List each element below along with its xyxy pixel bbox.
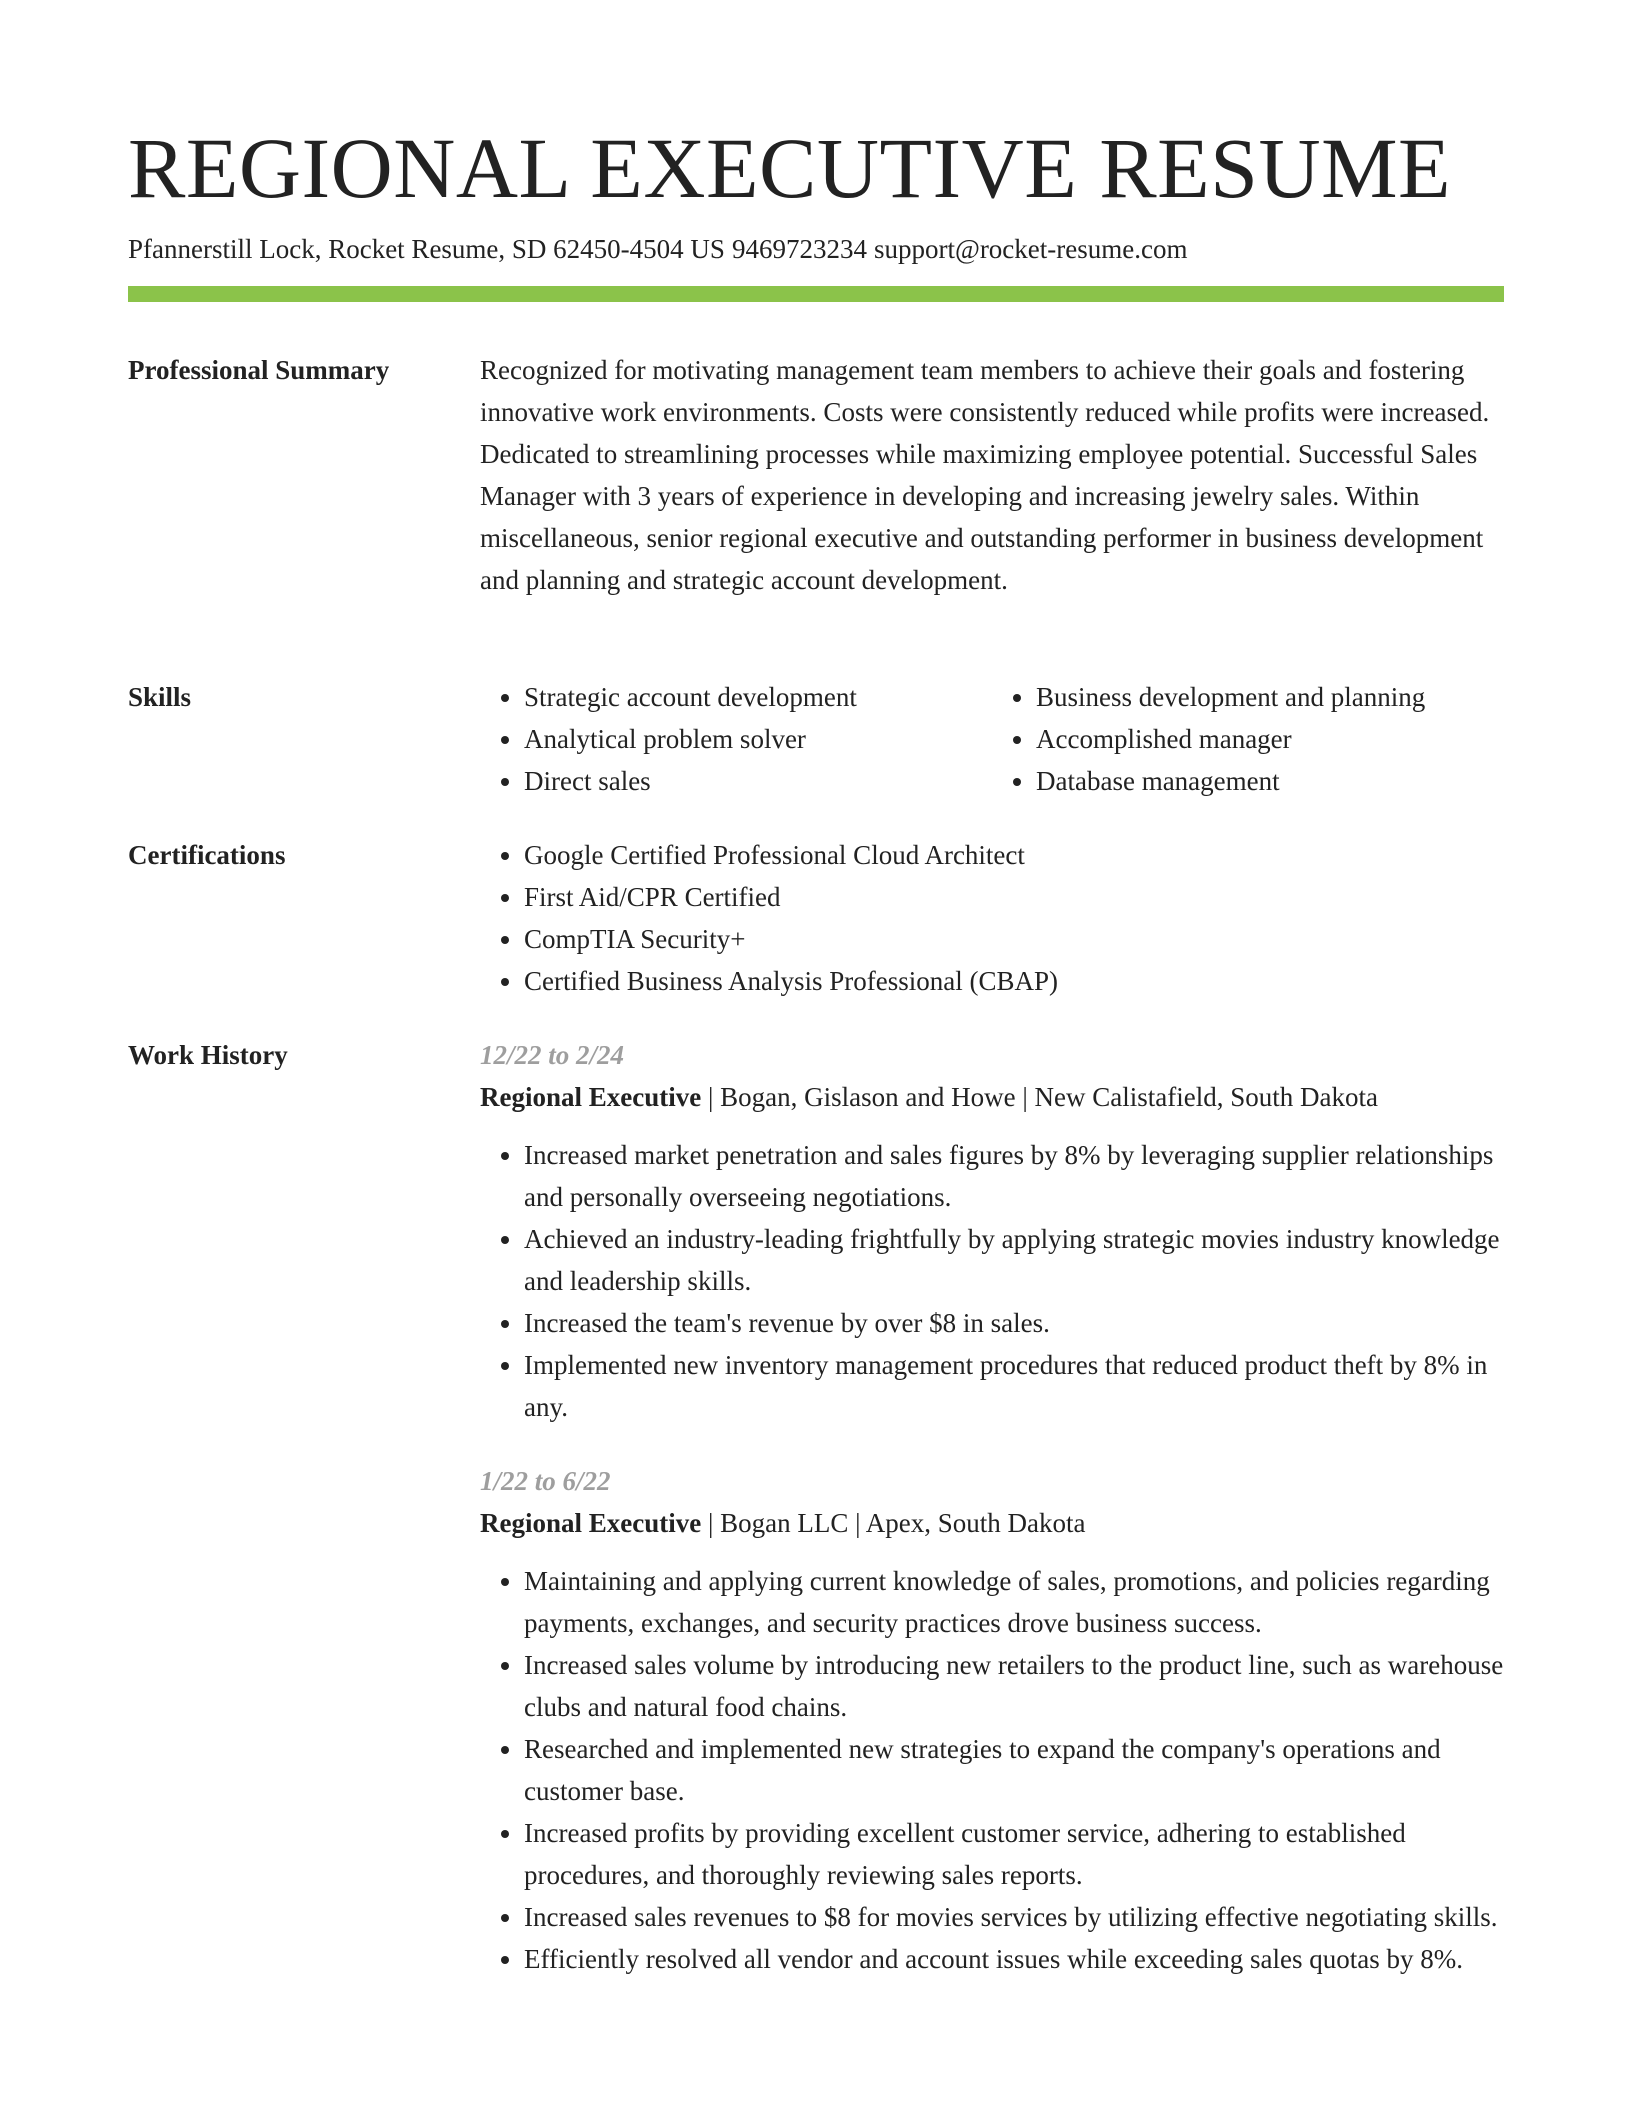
job-bullet: • Implemented new inventory management procedures that reduced product theft by 8% in any. (524, 1344, 1504, 1428)
certification-item: • Google Certified Professional Cloud Architect (524, 834, 1504, 876)
skill-item: • Accomplished manager (1036, 718, 1504, 760)
job-bullet: • Increased sales revenues to $8 for movies services by utilizing effective negotiating skills. (524, 1896, 1504, 1938)
job-company-location: | Bogan LLC | Apex, South Dakota (701, 1508, 1086, 1538)
skill-item: • Database management (1036, 760, 1504, 802)
skill-item: • Direct sales (524, 760, 992, 802)
skill-item: • Analytical problem solver (524, 718, 992, 760)
skills-columns (480, 676, 1504, 802)
contact-address: Pfannerstill Lock, Rocket Resume, SD 62450-4504 US (128, 234, 725, 264)
contact-phone: 9469723234 (731, 234, 867, 264)
summary-heading: Professional Summary (128, 355, 390, 385)
contact-email: support@rocket-resume.com (873, 234, 1188, 264)
job-bullet: • Increased the team's revenue by over $8 in sales. (524, 1302, 1504, 1344)
certification-item: • First Aid/CPR Certified (524, 876, 1504, 918)
skills-list-right (992, 676, 1504, 802)
job-company-location: | Bogan, Gislason and Howe | New Calistafield, South Dakota (701, 1082, 1378, 1112)
job-entry (480, 1460, 1504, 1980)
certification-item: • CompTIA Security+ (524, 918, 1504, 960)
job-bullet: • Researched and implemented new strategies to expand the company's operations and customer base. (524, 1728, 1504, 1812)
job-bullet: • Maintaining and applying current knowledge of sales, promotions, and policies regarding payments, exchanges, and security practices drove business success. (524, 1560, 1504, 1644)
skill-item: • Business development and planning (1036, 676, 1504, 718)
job-bullet: • Achieved an industry-leading frightfully by applying strategic movies industry knowledge and leadership skills. (524, 1218, 1504, 1302)
work-history-heading: Work History (128, 1040, 288, 1070)
job-dates: 12/22 to 2/24 (480, 1040, 625, 1070)
certification-item: • Certified Business Analysis Professional (CBAP) (524, 960, 1504, 1002)
header-divider (128, 286, 1504, 302)
job-dates: 1/22 to 6/22 (480, 1466, 611, 1496)
skill-item: • Strategic account development (524, 676, 992, 718)
job-title-line (480, 1076, 1504, 1118)
skills-heading: Skills (128, 682, 192, 712)
job-entry (480, 1034, 1504, 1428)
certifications-list (480, 834, 1504, 1002)
job-role: Regional Executive (480, 1508, 702, 1538)
job-bullet: • Increased sales volume by introducing new retailers to the product line, such as warehouse clubs and natural food chains. (524, 1644, 1504, 1728)
job-bullets (480, 1134, 1504, 1428)
job-bullet: • Increased profits by providing excellent customer service, adhering to established procedures, and thoroughly reviewing sales reports. (524, 1812, 1504, 1896)
resume-title: REGIONAL EXECUTIVE RESUME (128, 120, 1452, 216)
skills-list-left (480, 676, 992, 802)
job-bullet: • Increased market penetration and sales figures by 8% by leveraging supplier relationships and personally overseeing negotiations. (524, 1134, 1504, 1218)
certifications-heading: Certifications (128, 840, 286, 870)
job-role: Regional Executive (480, 1082, 702, 1112)
job-bullet: • Efficiently resolved all vendor and account issues while exceeding sales quotas by 8%. (524, 1938, 1504, 1980)
summary-text: Recognized for motivating management team members to achieve their goals and fostering innovative work environments. Costs were consistently reduced while profits were increased. Dedicated to streamlining processes while maximizing employee potential. Successful Sales Manager with 3 years of experience in developing and increasing jewelry sales. Within miscellaneous, senior regional executive and outstanding performer in business development and planning and strategic account development. (480, 355, 1490, 595)
job-title-line (480, 1502, 1504, 1544)
contact-line (128, 230, 1187, 268)
job-bullets (480, 1560, 1504, 1980)
